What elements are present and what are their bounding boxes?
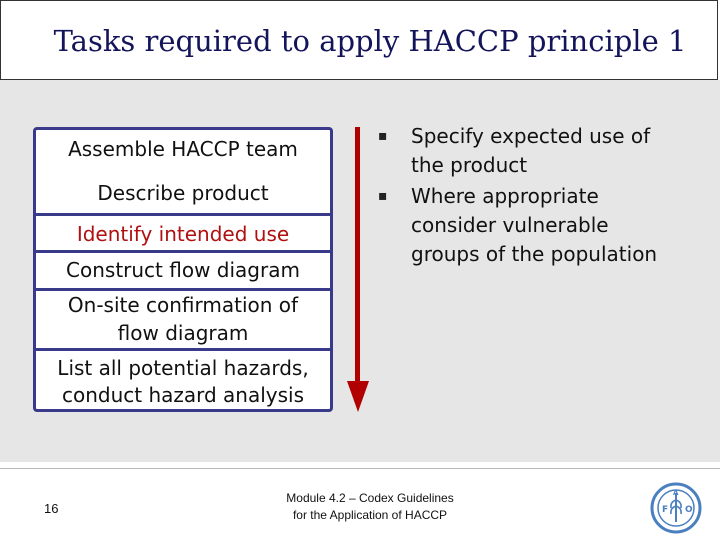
step-describe-product: Describe product xyxy=(97,181,269,205)
bullet-line: consider vulnerable xyxy=(411,213,609,237)
step-divider xyxy=(36,348,330,351)
square-bullet-icon: ▪ xyxy=(378,128,388,144)
bullet-line: the product xyxy=(411,153,528,177)
step-assemble-team: Assemble HACCP team xyxy=(68,137,298,161)
bullet-list xyxy=(375,122,705,271)
footer-line: Module 4.2 – Codex Guidelines xyxy=(286,491,454,505)
step-list-hazards-line1: List all potential hazards, xyxy=(57,356,309,380)
svg-text:F: F xyxy=(662,505,669,515)
step-onsite-confirmation-line2: flow diagram xyxy=(117,321,249,345)
step-onsite-confirmation-line1: On-site confirmation of xyxy=(67,293,299,317)
step-divider xyxy=(36,213,330,216)
step-identify-intended-use: Identify intended use xyxy=(76,222,290,246)
footer-caption xyxy=(250,490,490,524)
step-construct-flow-diagram: Construct flow diagram xyxy=(66,258,300,282)
bullet-item xyxy=(375,122,705,180)
step-list-hazards-line2: conduct hazard analysis xyxy=(61,383,305,407)
down-arrow-icon xyxy=(345,125,371,415)
fao-logo xyxy=(650,482,702,534)
svg-text:A: A xyxy=(673,489,679,497)
slide-number: 16 xyxy=(44,501,59,516)
footer-line: for the Application of HACCP xyxy=(292,508,448,522)
step-divider xyxy=(36,250,330,253)
bullet-line: Specify expected use of xyxy=(411,124,651,148)
bullet-item xyxy=(375,182,705,269)
square-bullet-icon: ▪ xyxy=(378,188,388,204)
footer-divider xyxy=(0,468,720,469)
bullet-line: Where appropriate xyxy=(411,184,599,208)
svg-text:O: O xyxy=(685,505,693,515)
bullet-line: groups of the population xyxy=(411,242,658,266)
slide-title: Tasks required to apply HACCP principle 1 xyxy=(53,24,687,58)
